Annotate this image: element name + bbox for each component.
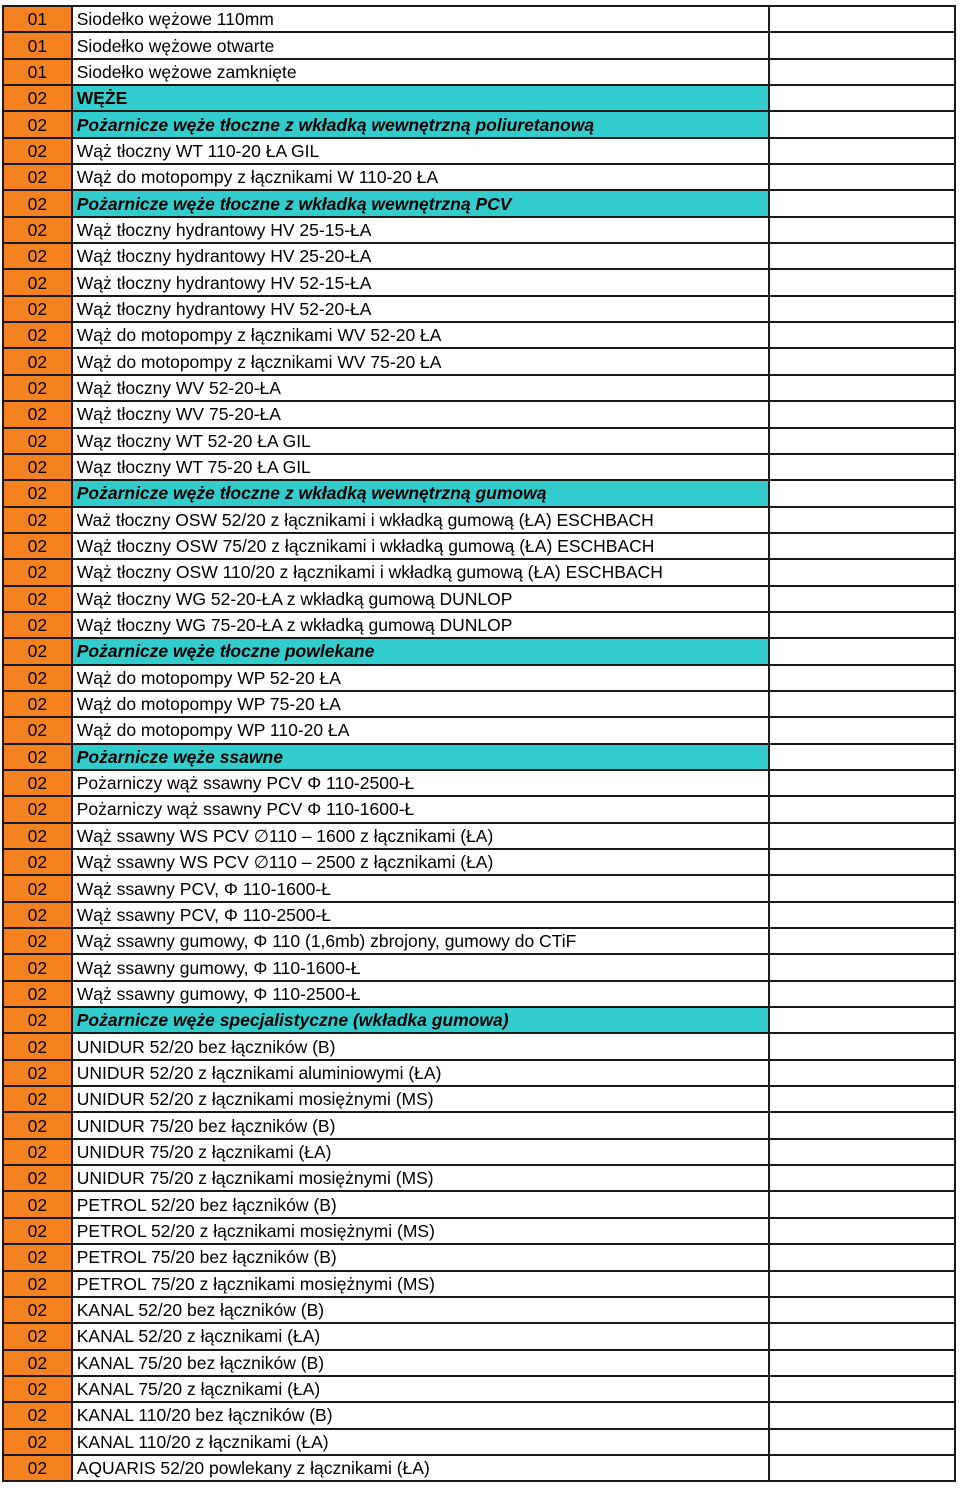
- table-row: [3, 296, 955, 322]
- empty-cell: [769, 1350, 955, 1376]
- section-header-row: [3, 480, 955, 506]
- product-name-cell: Wąż ssawny WS PCV ∅110 – 1600 z łącznikami (ŁA): [72, 823, 769, 849]
- section-title-cell: Pożarnicze węże tłoczne powlekane: [72, 638, 769, 664]
- category-code-cell: 02: [3, 533, 72, 559]
- product-name-cell: Pożarniczy wąż ssawny PCV Φ 110-2500-Ł: [72, 770, 769, 796]
- empty-cell: [769, 1165, 955, 1191]
- empty-cell: [769, 428, 955, 454]
- product-name-cell: Siodełko wężowe 110mm: [72, 6, 769, 32]
- empty-cell: [769, 480, 955, 506]
- category-code-cell: 02: [3, 1007, 72, 1033]
- category-code-cell: 02: [3, 1402, 72, 1428]
- category-code-cell: 02: [3, 1271, 72, 1297]
- category-code-cell: 02: [3, 1455, 72, 1481]
- category-code-cell: 02: [3, 928, 72, 954]
- category-code-cell: 02: [3, 1191, 72, 1217]
- table-row: [3, 138, 955, 164]
- product-name-cell: Wąż do motopompy z łącznikami W 110-20 ŁA: [72, 164, 769, 190]
- table-row: [3, 1244, 955, 1270]
- product-name-cell: UNIDUR 52/20 bez łączników (B): [72, 1033, 769, 1059]
- product-name-cell: UNIDUR 75/20 bez łączników (B): [72, 1112, 769, 1138]
- category-code-cell: 02: [3, 1350, 72, 1376]
- product-name-cell: UNIDUR 52/20 z łącznikami mosiężnymi (MS): [72, 1086, 769, 1112]
- category-code-cell: 02: [3, 428, 72, 454]
- table-row: [3, 59, 955, 85]
- table-row: [3, 348, 955, 374]
- product-name-cell: Wąż ssawny gumowy, Φ 110 (1,6mb) zbrojony, gumowy do CTiF: [72, 928, 769, 954]
- empty-cell: [769, 533, 955, 559]
- empty-cell: [769, 164, 955, 190]
- category-code-cell: 02: [3, 85, 72, 111]
- table-row: [3, 1086, 955, 1112]
- empty-cell: [769, 796, 955, 822]
- table-row: [3, 902, 955, 928]
- product-name-cell: Wąż ssawny WS PCV ∅110 – 2500 z łącznikami (ŁA): [72, 849, 769, 875]
- empty-cell: [769, 243, 955, 269]
- product-name-cell: Pożarniczy wąż ssawny PCV Φ 110-1600-Ł: [72, 796, 769, 822]
- table-row: [3, 533, 955, 559]
- empty-cell: [769, 1033, 955, 1059]
- table-row: [3, 1218, 955, 1244]
- section-title-cell: Pożarnicze węże tłoczne z wkładką wewnętrzną PCV: [72, 190, 769, 216]
- table-row: [3, 1060, 955, 1086]
- table-row: [3, 507, 955, 533]
- category-code-cell: 02: [3, 348, 72, 374]
- product-name-cell: PETROL 75/20 bez łączników (B): [72, 1244, 769, 1270]
- product-name-cell: KANAL 110/20 bez łączników (B): [72, 1402, 769, 1428]
- table-row: [3, 269, 955, 295]
- table-row: [3, 454, 955, 480]
- product-name-cell: Wąż tłoczny WV 75-20-ŁA: [72, 401, 769, 427]
- table-row: [3, 1165, 955, 1191]
- empty-cell: [769, 1376, 955, 1402]
- category-code-cell: 02: [3, 1297, 72, 1323]
- table-row: [3, 1323, 955, 1349]
- table-row: [3, 586, 955, 612]
- empty-cell: [769, 1455, 955, 1481]
- table-row: [3, 823, 955, 849]
- table-row: [3, 559, 955, 585]
- product-name-cell: Wąż tłoczny hydrantowy HV 25-20-ŁA: [72, 243, 769, 269]
- category-code-cell: 02: [3, 902, 72, 928]
- product-name-cell: KANAL 110/20 z łącznikami (ŁA): [72, 1429, 769, 1455]
- empty-cell: [769, 1086, 955, 1112]
- category-code-cell: 02: [3, 875, 72, 901]
- product-name-cell: Wąż do motopompy z łącznikami WV 52-20 ŁA: [72, 322, 769, 348]
- table-row: [3, 1429, 955, 1455]
- empty-cell: [769, 1060, 955, 1086]
- category-code-cell: 02: [3, 296, 72, 322]
- table-row: [3, 1297, 955, 1323]
- empty-cell: [769, 875, 955, 901]
- category-code-cell: 02: [3, 638, 72, 664]
- category-code-cell: 02: [3, 243, 72, 269]
- category-code-cell: 02: [3, 401, 72, 427]
- table-row: [3, 1112, 955, 1138]
- empty-cell: [769, 296, 955, 322]
- category-code-cell: 02: [3, 1165, 72, 1191]
- product-name-cell: Wąz tłoczny WT 52-20 ŁA GIL: [72, 428, 769, 454]
- empty-cell: [769, 348, 955, 374]
- category-code-cell: 02: [3, 1033, 72, 1059]
- section-header-row: [3, 85, 955, 111]
- empty-cell: [769, 1297, 955, 1323]
- product-name-cell: Wąż do motopompy WP 52-20 ŁA: [72, 665, 769, 691]
- category-code-cell: 01: [3, 59, 72, 85]
- product-name-cell: Wąż tłoczny WV 52-20-ŁA: [72, 375, 769, 401]
- empty-cell: [769, 1218, 955, 1244]
- product-name-cell: UNIDUR 52/20 z łącznikami aluminiowymi (ŁA): [72, 1060, 769, 1086]
- category-code-cell: 02: [3, 1323, 72, 1349]
- category-code-cell: 02: [3, 981, 72, 1007]
- category-code-cell: 02: [3, 1244, 72, 1270]
- category-code-cell: 02: [3, 665, 72, 691]
- empty-cell: [769, 823, 955, 849]
- empty-cell: [769, 85, 955, 111]
- product-name-cell: Wąż tłoczny OSW 75/20 z łącznikami i wkładką gumową (ŁA) ESCHBACH: [72, 533, 769, 559]
- table-row: [3, 875, 955, 901]
- empty-cell: [769, 1244, 955, 1270]
- table-row: [3, 1033, 955, 1059]
- empty-cell: [769, 322, 955, 348]
- empty-cell: [769, 111, 955, 137]
- category-code-cell: 02: [3, 1139, 72, 1165]
- category-code-cell: 02: [3, 217, 72, 243]
- table-row: [3, 1402, 955, 1428]
- empty-cell: [769, 665, 955, 691]
- table-row: [3, 428, 955, 454]
- empty-cell: [769, 559, 955, 585]
- product-name-cell: PETROL 52/20 bez łączników (B): [72, 1191, 769, 1217]
- empty-cell: [769, 507, 955, 533]
- table-row: [3, 612, 955, 638]
- table-row: [3, 1139, 955, 1165]
- product-name-cell: PETROL 52/20 z łącznikami mosiężnymi (MS): [72, 1218, 769, 1244]
- table-row: [3, 928, 955, 954]
- product-name-cell: KANAL 75/20 z łącznikami (ŁA): [72, 1376, 769, 1402]
- category-code-cell: 02: [3, 1060, 72, 1086]
- product-name-cell: Siodełko wężowe zamknięte: [72, 59, 769, 85]
- empty-cell: [769, 691, 955, 717]
- category-code-cell: 02: [3, 322, 72, 348]
- category-code-cell: 02: [3, 717, 72, 743]
- category-code-cell: 02: [3, 849, 72, 875]
- category-code-cell: 02: [3, 375, 72, 401]
- section-header-row: [3, 744, 955, 770]
- category-code-cell: 02: [3, 269, 72, 295]
- category-code-cell: 02: [3, 586, 72, 612]
- empty-cell: [769, 770, 955, 796]
- table-row: [3, 322, 955, 348]
- empty-cell: [769, 638, 955, 664]
- empty-cell: [769, 1271, 955, 1297]
- empty-cell: [769, 401, 955, 427]
- product-name-cell: Wąż tłoczny hydrantowy HV 52-15-ŁA: [72, 269, 769, 295]
- category-code-cell: 02: [3, 612, 72, 638]
- product-name-cell: Wąż tłoczny hydrantowy HV 25-15-ŁA: [72, 217, 769, 243]
- section-title-cell: Pożarnicze węże tłoczne z wkładką wewnętrzną gumową: [72, 480, 769, 506]
- category-code-cell: 02: [3, 480, 72, 506]
- table-row: [3, 1191, 955, 1217]
- product-name-cell: KANAL 52/20 z łącznikami (ŁA): [72, 1323, 769, 1349]
- product-name-cell: KANAL 75/20 bez łączników (B): [72, 1350, 769, 1376]
- empty-cell: [769, 1323, 955, 1349]
- table-row: [3, 796, 955, 822]
- empty-cell: [769, 32, 955, 58]
- category-code-cell: 02: [3, 164, 72, 190]
- table-row: [3, 717, 955, 743]
- product-name-cell: UNIDUR 75/20 z łącznikami (ŁA): [72, 1139, 769, 1165]
- category-code-cell: 02: [3, 190, 72, 216]
- category-code-cell: 02: [3, 454, 72, 480]
- product-name-cell: Wąż tłoczny WT 110-20 ŁA GIL: [72, 138, 769, 164]
- product-name-cell: Wąż ssawny PCV, Φ 110-2500-Ł: [72, 902, 769, 928]
- product-name-cell: Wąż tłoczny hydrantowy HV 52-20-ŁA: [72, 296, 769, 322]
- section-title-cell: Pożarnicze węże tłoczne z wkładką wewnętrzną poliuretanową: [72, 111, 769, 137]
- table-row: [3, 981, 955, 1007]
- product-name-cell: Waż tłoczny OSW 52/20 z łącznikami i wkładką gumową (ŁA) ESCHBACH: [72, 507, 769, 533]
- empty-cell: [769, 269, 955, 295]
- section-header-row: [3, 190, 955, 216]
- table-row: [3, 164, 955, 190]
- table-row: [3, 770, 955, 796]
- empty-cell: [769, 1007, 955, 1033]
- empty-cell: [769, 1112, 955, 1138]
- product-name-cell: Wąż do motopompy z łącznikami WV 75-20 ŁA: [72, 348, 769, 374]
- empty-cell: [769, 717, 955, 743]
- empty-cell: [769, 217, 955, 243]
- product-name-cell: Wąz tłoczny WT 75-20 ŁA GIL: [72, 454, 769, 480]
- empty-cell: [769, 59, 955, 85]
- category-code-cell: 02: [3, 1086, 72, 1112]
- section-header-row: [3, 638, 955, 664]
- empty-cell: [769, 849, 955, 875]
- product-name-cell: Wąż tłoczny WG 75-20-ŁA z wkładką gumową DUNLOP: [72, 612, 769, 638]
- empty-cell: [769, 1139, 955, 1165]
- category-code-cell: 02: [3, 1429, 72, 1455]
- empty-cell: [769, 744, 955, 770]
- category-code-cell: 02: [3, 1112, 72, 1138]
- table-row: [3, 32, 955, 58]
- table-row: [3, 691, 955, 717]
- empty-cell: [769, 375, 955, 401]
- product-name-cell: KANAL 52/20 bez łączników (B): [72, 1297, 769, 1323]
- product-table-body: [3, 6, 955, 1481]
- table-row: [3, 1271, 955, 1297]
- product-name-cell: PETROL 75/20 z łącznikami mosiężnymi (MS): [72, 1271, 769, 1297]
- empty-cell: [769, 981, 955, 1007]
- empty-cell: [769, 1191, 955, 1217]
- product-name-cell: Wąż tłoczny WG 52-20-ŁA z wkładką gumową DUNLOP: [72, 586, 769, 612]
- empty-cell: [769, 902, 955, 928]
- section-title-cell: Pożarnicze węże specjalistyczne (wkładka gumowa): [72, 1007, 769, 1033]
- table-row: [3, 1350, 955, 1376]
- empty-cell: [769, 612, 955, 638]
- product-name-cell: Wąż ssawny gumowy, Φ 110-2500-Ł: [72, 981, 769, 1007]
- category-code-cell: 02: [3, 1376, 72, 1402]
- table-row: [3, 401, 955, 427]
- empty-cell: [769, 190, 955, 216]
- category-code-cell: 02: [3, 507, 72, 533]
- table-row: [3, 6, 955, 32]
- product-name-cell: Wąż tłoczny OSW 110/20 z łącznikami i wkładką gumową (ŁA) ESCHBACH: [72, 559, 769, 585]
- table-row: [3, 375, 955, 401]
- empty-cell: [769, 6, 955, 32]
- empty-cell: [769, 138, 955, 164]
- product-name-cell: Wąż ssawny PCV, Φ 110-1600-Ł: [72, 875, 769, 901]
- empty-cell: [769, 1429, 955, 1455]
- category-code-cell: 02: [3, 1218, 72, 1244]
- product-table: [2, 5, 956, 1482]
- empty-cell: [769, 928, 955, 954]
- table-row: [3, 243, 955, 269]
- table-row: [3, 849, 955, 875]
- section-title-cell: WĘŻE: [72, 85, 769, 111]
- empty-cell: [769, 454, 955, 480]
- table-row: [3, 217, 955, 243]
- category-code-cell: 02: [3, 691, 72, 717]
- product-name-cell: AQUARIS 52/20 powlekany z łącznikami (ŁA): [72, 1455, 769, 1481]
- product-name-cell: UNIDUR 75/20 z łącznikami mosiężnymi (MS): [72, 1165, 769, 1191]
- category-code-cell: 02: [3, 559, 72, 585]
- section-header-row: [3, 111, 955, 137]
- category-code-cell: 01: [3, 32, 72, 58]
- category-code-cell: 02: [3, 770, 72, 796]
- empty-cell: [769, 1402, 955, 1428]
- category-code-cell: 02: [3, 823, 72, 849]
- table-row: [3, 1376, 955, 1402]
- table-row: [3, 954, 955, 980]
- category-code-cell: 02: [3, 138, 72, 164]
- section-header-row: [3, 1007, 955, 1033]
- product-name-cell: Siodełko wężowe otwarte: [72, 32, 769, 58]
- section-title-cell: Pożarnicze węże ssawne: [72, 744, 769, 770]
- category-code-cell: 02: [3, 796, 72, 822]
- category-code-cell: 02: [3, 954, 72, 980]
- category-code-cell: 01: [3, 6, 72, 32]
- product-name-cell: Wąż do motopompy WP 75-20 ŁA: [72, 691, 769, 717]
- product-name-cell: Wąż ssawny gumowy, Φ 110-1600-Ł: [72, 954, 769, 980]
- empty-cell: [769, 586, 955, 612]
- empty-cell: [769, 954, 955, 980]
- category-code-cell: 02: [3, 744, 72, 770]
- category-code-cell: 02: [3, 111, 72, 137]
- table-row: [3, 1455, 955, 1481]
- product-name-cell: Wąż do motopompy WP 110-20 ŁA: [72, 717, 769, 743]
- table-row: [3, 665, 955, 691]
